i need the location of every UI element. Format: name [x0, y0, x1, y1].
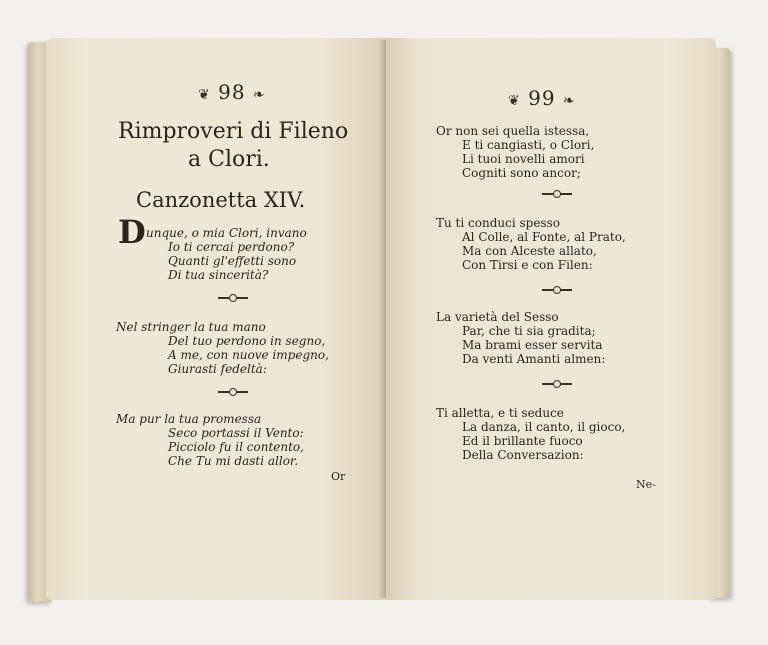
poem-title-line1: Rimproveri di Fileno — [118, 119, 349, 144]
verse-line: Ma con Alceste allato, — [462, 244, 597, 258]
verse-line: Del tuo perdono in segno, — [168, 334, 326, 348]
page-number-right: ❦ 99 ❧ — [508, 86, 576, 110]
verse-line: Con Tirsi e con Filen: — [462, 258, 593, 272]
catchword: Or — [331, 470, 346, 483]
divider-ornament — [542, 190, 572, 198]
verse-line: Di tua sincerità? — [168, 268, 269, 282]
divider-ornament — [218, 294, 248, 302]
verse-line: Cogniti sono ancor; — [462, 166, 581, 180]
left-page — [46, 38, 386, 600]
verse-line: Tu ti conduci spesso — [436, 216, 560, 230]
verse-line: Ti alletta, e ti seduce — [436, 406, 564, 420]
catchword: Ne- — [636, 478, 656, 491]
fleuron-icon: ❧ — [562, 93, 576, 109]
divider-ornament — [542, 286, 572, 294]
verse-line: Quanti gl'effetti sono — [168, 254, 297, 268]
verse-line: Picciolo fu il contento, — [168, 440, 304, 454]
divider-ornament — [542, 380, 572, 388]
fleuron-icon: ❦ — [198, 87, 211, 103]
drop-cap: D — [118, 213, 146, 251]
verse-line: Or non sei quella istessa, — [436, 124, 590, 138]
divider-ornament — [218, 388, 248, 396]
verse-line: Da venti Amanti almen: — [462, 352, 606, 366]
verse-line: Ma pur la tua promessa — [116, 412, 262, 426]
verse-line: Al Colle, al Fonte, al Prato, — [462, 230, 626, 244]
verse-line: Io ti cercai perdono? — [168, 240, 295, 254]
verse-line: unque, o mia Clori, invano — [146, 226, 307, 240]
fleuron-icon: ❧ — [252, 87, 266, 103]
verse-line: Nel stringer la tua mano — [116, 320, 266, 334]
fleuron-icon: ❦ — [508, 93, 521, 109]
right-page — [386, 38, 716, 600]
verse-line: Ed il brillante fuoco — [462, 434, 583, 448]
verse-line: E ti cangiasti, o Clori, — [462, 138, 595, 152]
verse-line: Ma brami esser servita — [462, 338, 603, 352]
poem-title-line2: a Clori. — [188, 147, 270, 172]
verse-line: Seco portassi il Vento: — [168, 426, 304, 440]
poem-subtitle: Canzonetta XIV. — [136, 188, 306, 212]
verse-line: La danza, il canto, il gioco, — [462, 420, 626, 434]
open-book — [28, 28, 730, 608]
verse-line: La varietà del Sesso — [436, 310, 559, 324]
verse-line: Che Tu mi dasti allor. — [168, 454, 299, 468]
verse-line: Giurasti fedeltà: — [168, 362, 267, 376]
verse-line: Par, che ti sia gradita; — [462, 324, 596, 338]
verse-line: Li tuoi novelli amori — [462, 152, 585, 166]
verse-line: Della Conversazion: — [462, 448, 584, 462]
page-number-left: ❦ 98 ❧ — [198, 80, 266, 104]
verse-line: A me, con nuove impegno, — [168, 348, 329, 362]
